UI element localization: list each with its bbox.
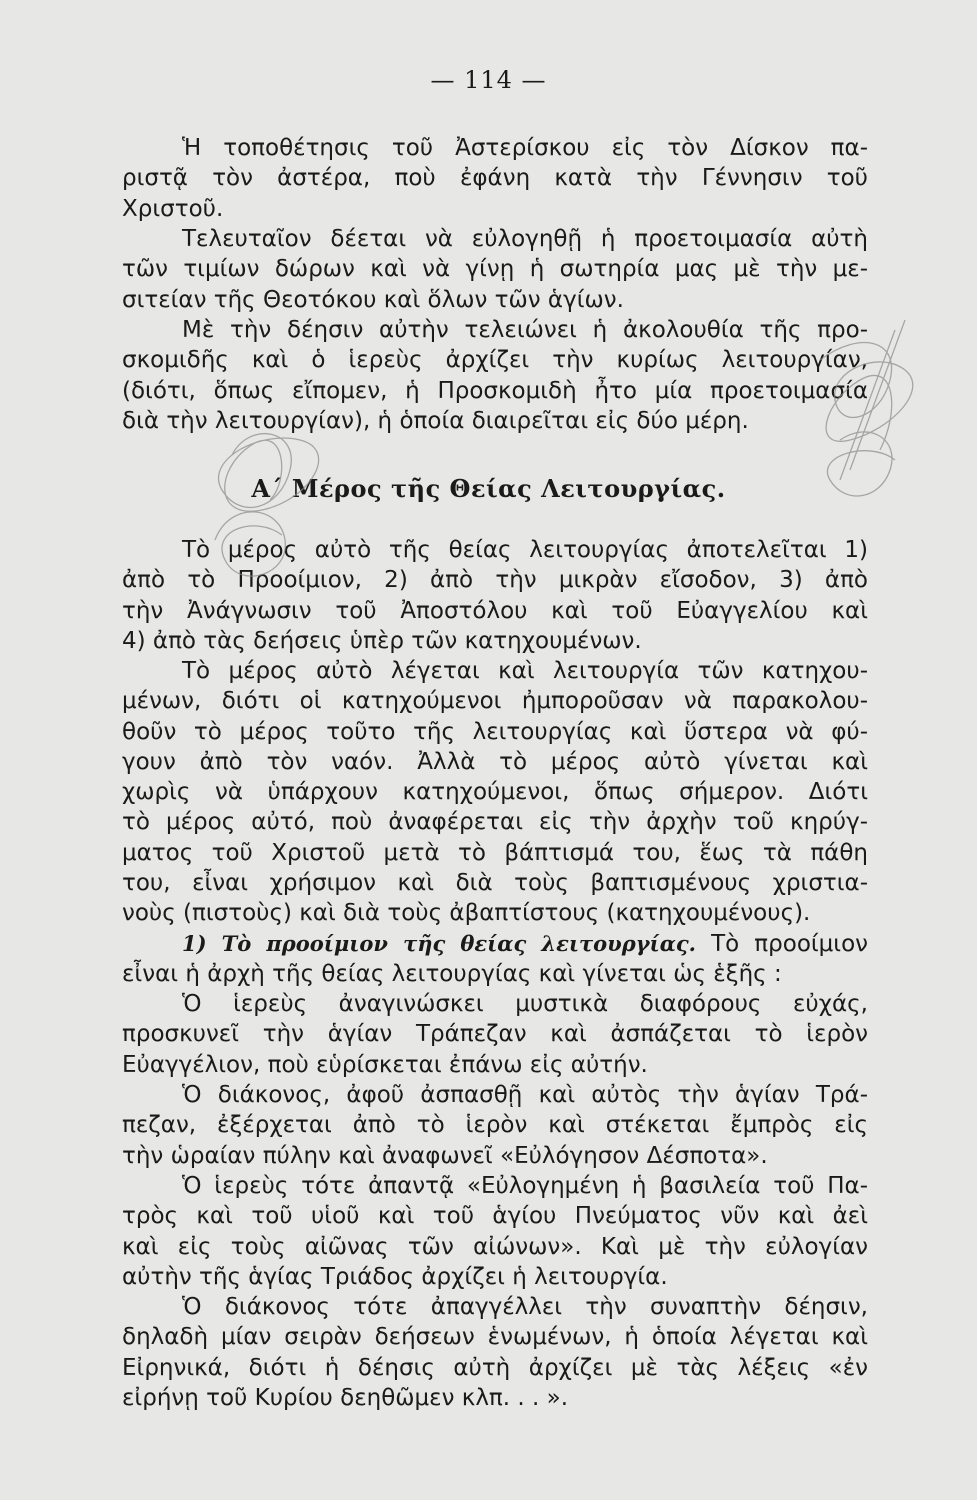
paragraph-3	[122, 315, 868, 436]
text-line: Ἡ τοποθέτησις τοῦ Ἀστερίσκου εἰς τὸν Δίσκον πα-	[182, 135, 868, 161]
text-line: τὸ μέρος αὐτό, ποὺ ἀναφέρεται εἰς τὴν ἀρχὴν τοῦ κηρύγ-	[122, 809, 868, 836]
text-line: Τὸ μέρος αὐτὸ λέγεται καὶ λειτουργία τῶν κατηχου-	[182, 658, 868, 684]
text-line: γουν ἀπὸ τὸν ναόν. Ἀλλὰ τὸ μέρος αὐτὸ γίνεται καὶ	[122, 748, 868, 775]
text-line: σιτείαν τῆς Θεοτόκου καὶ ὅλων τῶν ἁγίων.	[122, 286, 624, 313]
text-line: δηλαδὴ μίαν σειρὰν δεήσεων ἑνωμένων, ἡ ὁποία λέγεται καὶ	[122, 1324, 868, 1351]
paragraph-9	[122, 1171, 868, 1292]
paragraph-1	[122, 133, 868, 224]
text-line: σκομιδῆς καὶ ὁ ἱερεὺς ἀρχίζει τὴν κυρίως λειτουργίαν,	[122, 347, 868, 374]
paragraph-8	[122, 1080, 868, 1171]
text-line: Ὁ διάκονος τότε ἀπαγγέλλει τὴν συναπτὴν δέησιν,	[182, 1294, 868, 1320]
text-line: τὴν Ἀνάγνωσιν τοῦ Ἀποστόλου καὶ τοῦ Εὐαγγελίου καὶ	[122, 597, 868, 624]
text-line: Ὁ ἱερεὺς ἀναγινώσκει μυστικὰ διαφόρους εὐχάς,	[182, 991, 868, 1017]
text-line: Χριστοῦ.	[122, 195, 224, 222]
subsection-heading: 1) Τὸ προοίμιον τῆς θείας λειτουργίας.	[182, 931, 696, 956]
paragraph-2	[122, 224, 868, 315]
text-line: νοὺς (πιστοὺς) καὶ διὰ τοὺς ἀβαπτίστους (κατηχουμένους).	[122, 900, 811, 927]
text-line: πεζαν, ἐξέρχεται ἀπὸ τὸ ἱερὸν καὶ στέκεται ἔμπρὸς εἰς	[122, 1112, 868, 1139]
text-line: χωρὶς νὰ ὑπάρχουν κατηχούμενοι, ὅπως σήμερον. Διότι	[122, 779, 868, 806]
text-line: Τελευταῖον δέεται νὰ εὐλογηθῇ ἡ προετοιμασία αὐτὴ	[182, 226, 868, 252]
text-line: (διότι, ὅπως εἴπομεν, ἡ Προσκομιδὴ ἦτο μία προετοιμασία	[122, 377, 868, 404]
text-line	[122, 929, 868, 959]
text-line: ματος τοῦ Χριστοῦ μετὰ τὸ βάπτισμά του, ἕως τὰ πάθη	[122, 839, 868, 866]
text-line: εἶναι ἡ ἀρχὴ τῆς θείας λειτουργίας καὶ γίνεται ὡς ἑξῆς :	[122, 961, 782, 988]
paragraph-7	[122, 989, 868, 1080]
text-run: Τὸ προοίμιον	[711, 931, 869, 957]
paragraph-10	[122, 1292, 868, 1413]
text-line: ριστᾷ τὸν ἀστέρα, ποὺ ἐφάνη κατὰ τὴν Γέννησιν τοῦ	[122, 165, 868, 192]
text-line: προσκυνεῖ τὴν ἁγίαν Τράπεζαν καὶ ἀσπάζεται τὸ ἱερὸν	[122, 1021, 868, 1048]
page-number: — 114 —	[430, 66, 547, 94]
text-line: εἰρήνῃ τοῦ Κυρίου δεηθῶμεν κλπ. . . ».	[122, 1384, 569, 1411]
text-line: 4) ἀπὸ τὰς δεήσεις ὑπὲρ τῶν κατηχουμένων.	[122, 627, 642, 654]
text-line: τρὸς καὶ τοῦ υἱοῦ καὶ τοῦ ἁγίου Πνεύματος νῦν καὶ ἀεὶ	[122, 1203, 868, 1230]
text-line: Τὸ μέρος αὐτὸ τῆς θείας λειτουργίας ἀποτελεῖται 1)	[182, 537, 868, 563]
text-line: τῶν τιμίων δώρων καὶ νὰ γίνῃ ἡ σωτηρία μας μὲ τὴν με-	[122, 256, 868, 283]
section-heading: Α΄ Μέρος τῆς Θείας Λειτουργίας.	[251, 474, 726, 503]
text-line: Εἰρηνικά, διότι ἡ δέησις αὐτὴ ἀρχίζει μὲ τὰς λέξεις «ἐν	[122, 1354, 868, 1381]
text-line: Μὲ τὴν δέησιν αὐτὴν τελειώνει ἡ ἀκολουθία τῆς προ-	[182, 317, 868, 343]
text-line: Ὁ διάκονος, ἀφοῦ ἀσπασθῇ καὶ αὐτὸς τὴν ἁγίαν Τρά-	[182, 1082, 868, 1108]
text-line: τὴν ὡραίαν πύλην καὶ ἀναφωνεῖ «Εὐλόγησον Δέσποτα».	[122, 1142, 768, 1169]
text-line: αὐτὴν τῆς ἁγίας Τριάδος ἀρχίζει ἡ λειτουργία.	[122, 1263, 668, 1290]
text-line: Εὐαγγέλιον, ποὺ εὑρίσκεται ἐπάνω εἰς αὐτήν.	[122, 1051, 648, 1078]
text-line: καὶ εἰς τοὺς αἰῶνας τῶν αἰώνων». Καὶ μὲ τὴν εὐλογίαν	[122, 1233, 868, 1260]
paragraph-6	[122, 929, 868, 990]
text-line: ἀπὸ τὸ Προοίμιον, 2) ἀπὸ τὴν μικρὰν εἴσοδον, 3) ἀπὸ	[122, 567, 868, 594]
paragraph-5	[122, 656, 868, 929]
text-line: μένων, διότι οἱ κατηχούμενοι ἠμποροῦσαν νὰ παρακολου-	[122, 688, 868, 715]
paragraph-4	[122, 535, 868, 656]
text-line: Ὁ ἱερεὺς τότε ἀπαντᾷ «Εὐλογημένη ἡ βασιλεία τοῦ Πα-	[182, 1173, 868, 1199]
text-line: διὰ τὴν λειτουργίαν), ἡ ὁποία διαιρεῖται εἰς δύο μέρη.	[122, 407, 749, 434]
text-line: θοῦν τὸ μέρος τοῦτο τῆς λειτουργίας καὶ ὕστερα νὰ φύ-	[122, 718, 868, 745]
text-line: του, εἶναι χρήσιμον καὶ διὰ τοὺς βαπτισμένους χριστια-	[122, 870, 868, 897]
